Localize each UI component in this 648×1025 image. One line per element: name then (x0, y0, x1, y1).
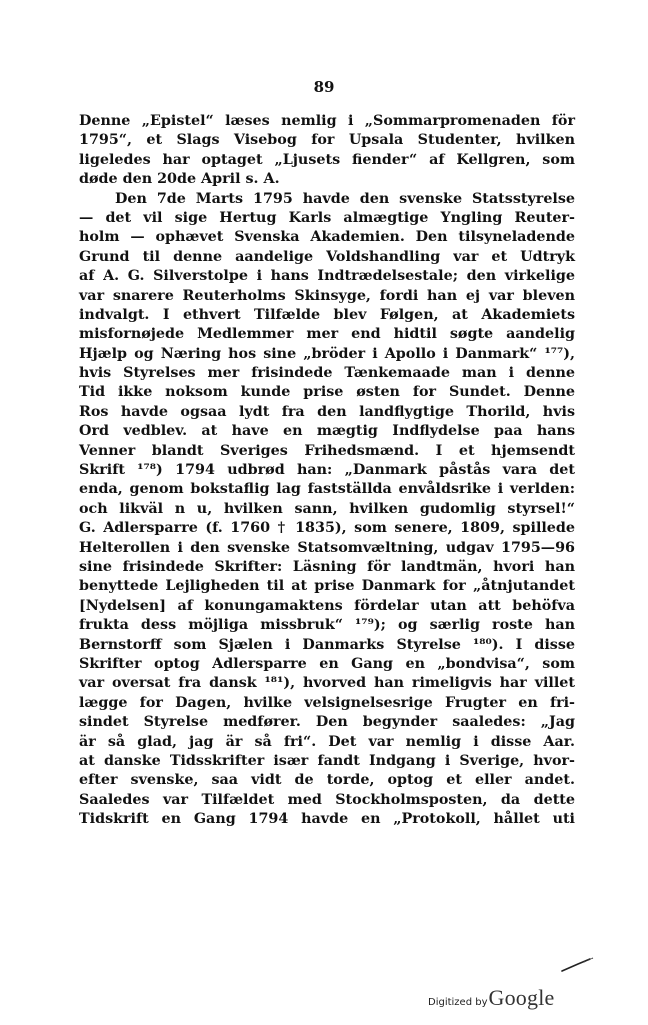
text-line: Tid ikke noksom kunde prise østen for Sundet. Denne (79, 384, 575, 401)
text-line: Tidskrift en Gang 1794 havde en „Protokoll, hållet uti (79, 811, 575, 828)
text-line: at danske Tidsskrifter især fandt Indgang i Sverige, hvor- (79, 752, 575, 769)
text-line: G. Adlersparre (f. 1760 † 1835), som senere, 1809, spillede (79, 520, 575, 537)
text-line: och likväl n u, hvilken sann, hvilken gudomlig styrsel!“ (79, 500, 575, 517)
body-text (79, 112, 575, 829)
text-line: Venner blandt Sveriges Frihedsmænd. I et hjemsendt (79, 442, 575, 459)
text-line: [Nydelsen] af konungamaktens fördelar utan att behöfva (79, 597, 575, 614)
text-line: ligeledes har optaget „Ljusets fiender“ af Kellgren, som (79, 151, 575, 168)
text-line: benyttede Lejligheden til at prise Danmark for „åtnjutandet (79, 578, 575, 595)
text-line: sindet Styrelse medfører. Den begynder saaledes: „Jag (79, 714, 575, 731)
text-line: — det vil sige Hertug Karls almægtige Yngling Reuter- (79, 209, 575, 226)
text-line: misfornøjede Medlemmer mer end hidtil søgte aandelig (79, 326, 575, 343)
text-line: Grund til denne aandelige Voldshandling var et Udtryk (79, 248, 575, 265)
text-line: efter svenske, saa vidt de torde, optog et eller andet. (79, 772, 575, 789)
text-line: Hjælp og Næring hos sine „bröder i Apollo i Danmark“ ¹⁷⁷), (79, 345, 575, 362)
text-line: frukta dess möjliga missbruk“ ¹⁷⁹); og særlig roste han (79, 617, 575, 634)
text-line: døde den 20de April s. A. (79, 171, 280, 188)
text-line: indvalgt. I ethvert Tilfælde blev Følgen, at Akademiets (79, 306, 575, 323)
text-line: lægge for Dagen, hvilke velsignelsesrige Frugter en fri- (79, 694, 575, 711)
digitization-footer (428, 985, 554, 1011)
text-line: Denne „Epistel“ læses nemlig i „Sommarpromenaden för (79, 113, 575, 129)
text-line: var snarere Reuterholms Skinsyge, fordi han ej var bleven (79, 287, 575, 304)
text-line: sine frisindede Skrifter: Läsning för landtmän, hvori han (79, 558, 575, 575)
text-line: af A. G. Silverstolpe i hans Indtrædelsestale; den virkelige (79, 268, 575, 285)
text-line: hvis Styrelses mer frisindede Tænkemaade man i denne (79, 365, 575, 382)
text-line: 1795“, et Slags Visebog for Upsala Studenter, hvilken (79, 132, 575, 149)
text-line: Ros havde ogsaa lydt fra den landflygtige Thorild, hvis (79, 403, 575, 420)
page-number: 89 (313, 78, 335, 96)
text-line: Skrifter optog Adlersparre en Gang en „bondvisa“, som (79, 655, 575, 672)
google-logo: Google (488, 985, 555, 1010)
text-line: är så glad, jag är så fri“. Det var nemlig i disse Aar. (79, 733, 575, 750)
pen-mark-icon (560, 956, 596, 972)
text-line: Helterollen i den svenske Statsomvæltning, udgav 1795—96 (79, 539, 575, 556)
digitized-by-label: Digitized by (428, 997, 488, 1008)
text-line: Bernstorff som Sjælen i Danmarks Styrelse ¹⁸⁰). I disse (79, 636, 575, 653)
text-line: enda, genom bokstaflig lag fastställda envåldsrike i verlden: (79, 481, 575, 498)
text-line: holm — ophævet Svenska Akademien. Den tilsyneladende (79, 229, 575, 246)
text-line: Den 7de Marts 1795 havde den svenske Statsstyrelse (115, 190, 575, 207)
text-line: Skrift ¹⁷⁸) 1794 udbrød han: „Danmark påstås vara det (79, 462, 575, 479)
text-line: Ord vedblev. at have en mægtig Indflydelse paa hans (79, 423, 575, 440)
text-line: Saaledes var Tilfældet med Stockholmsposten, da dette (79, 791, 575, 808)
text-line: var oversat fra dansk ¹⁸¹), hvorved han rimeligvis har villet (79, 675, 575, 692)
